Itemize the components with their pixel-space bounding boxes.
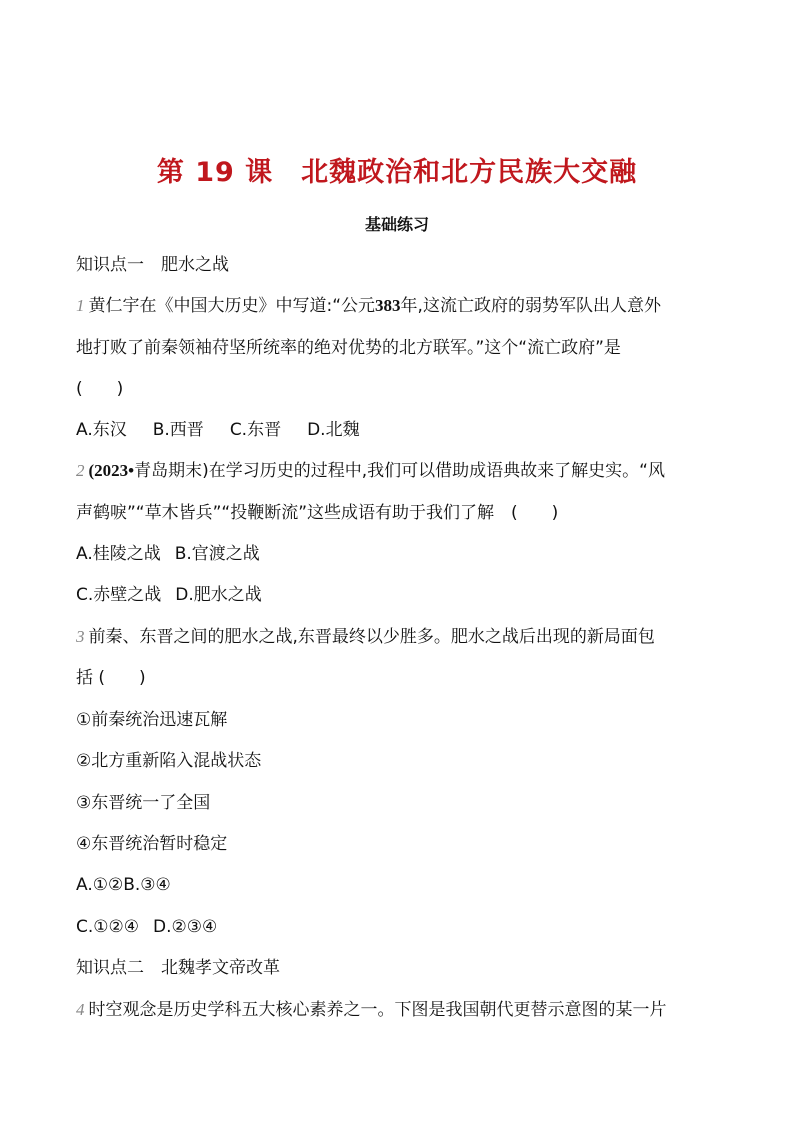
option-d: D.北魏 bbox=[307, 420, 360, 440]
option-c: C.东晋 bbox=[229, 420, 282, 440]
option-c: C.①②④ bbox=[76, 917, 139, 937]
question-number: 4 bbox=[76, 1000, 85, 1019]
question-3-line-1: 3 前秦、东晋之间的肥水之战,东晋最终以少胜多。肥水之战后出现的新局面包 bbox=[76, 627, 655, 647]
question-3-options-row-1 bbox=[76, 874, 721, 896]
section-heading: 知识点二 北魏孝文帝改革 bbox=[76, 958, 280, 978]
question-number: 2 bbox=[76, 461, 85, 480]
question-1-options bbox=[76, 419, 721, 441]
statement-item: ③东晋统一了全国 bbox=[76, 793, 211, 813]
answer-blank: ( ) bbox=[76, 379, 124, 399]
statement-item: ①前秦统治迅速瓦解 bbox=[76, 710, 228, 730]
option-a: A.东汉 bbox=[76, 420, 127, 440]
question-2-options-row-1 bbox=[76, 543, 721, 565]
option-d: D.肥水之战 bbox=[175, 585, 262, 605]
option-b: B.官渡之战 bbox=[174, 544, 260, 564]
option-c: C.赤壁之战 bbox=[76, 585, 162, 605]
question-number: 1 bbox=[76, 296, 85, 315]
question-number: 3 bbox=[76, 627, 85, 646]
option-a: A.①② bbox=[76, 875, 124, 895]
option-b: B.③④ bbox=[123, 875, 171, 895]
question-1-line-1: 1 黄仁宇在《中国大历史》中写道:“公元383年,这流亡政府的弱势军队出人意外 bbox=[76, 296, 661, 316]
question-2-options-row-2 bbox=[76, 584, 721, 606]
option-b: B.西晋 bbox=[152, 420, 204, 440]
question-3-line-2: 括 ( ) bbox=[76, 668, 146, 688]
section-heading: 知识点一 肥水之战 bbox=[76, 255, 229, 275]
question-3-options-row-2 bbox=[76, 916, 721, 938]
page-title: 第 19 课 北魏政治和北方民族大交融 bbox=[156, 157, 638, 188]
statement-item: ④东晋统治暂时稳定 bbox=[76, 834, 228, 854]
question-1-line-2: 地打败了前秦领袖苻坚所统率的绝对优势的北方联军。”这个“流亡政府”是 bbox=[76, 338, 621, 358]
question-4-line-1: 4 时空观念是历史学科五大核心素养之一。下图是我国朝代更替示意图的某一片 bbox=[76, 1000, 667, 1020]
question-2-line-1: 2 (2023•青岛期末)在学习历史的过程中,我们可以借助成语典故来了解史实。“风 bbox=[76, 461, 665, 481]
option-a: A.桂陵之战 bbox=[76, 544, 161, 564]
page-subtitle: 基础练习 bbox=[364, 215, 429, 234]
option-d: D.②③④ bbox=[153, 917, 218, 937]
statement-item: ②北方重新陷入混战状态 bbox=[76, 751, 262, 771]
question-2-line-2: 声鹤唳”“草木皆兵”“投鞭断流”这些成语有助于我们了解 ( ) bbox=[76, 503, 559, 523]
